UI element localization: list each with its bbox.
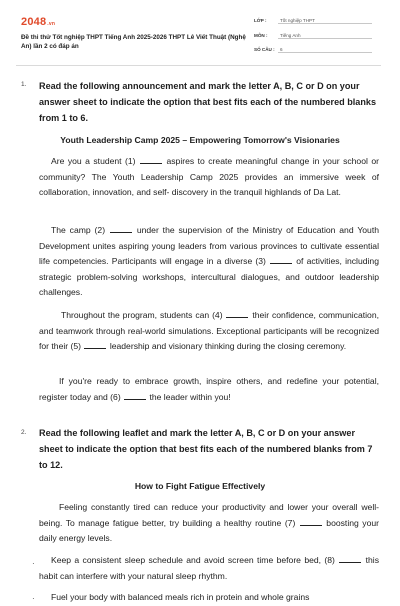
blank-8[interactable] [339,555,361,563]
blank-7[interactable] [300,518,322,526]
passage-title: Youth Leadership Camp 2025 – Empowering Tomorrow's Visionaries [60,135,340,145]
meta-subject-value: Tiếng Anh [278,33,372,39]
meta-subject-label: MÔN : [254,33,268,38]
blank-1[interactable] [140,156,162,164]
blank-2[interactable] [110,225,132,233]
passage-paragraph: Feeling constantly tired can reduce your productivity and lower your overall well-being. To manage fatigue better, try building a healthy routine (7) boosting your daily energy levels. [39,502,379,543]
question-prompt: Read the following announcement and mark the letter A, B, C or D on your answer sheet to indicate the option that best fits each of the numbered blanks from 1 to 6. [39,81,377,123]
leaflet-bullet-item: Keep a consistent sleep schedule and avoid screen time before bed, (8) this habit can interfere with your natural sleep rhythm. [39,555,379,581]
meta-class [254,18,372,24]
meta-class-label: LỚP : [254,18,267,23]
blank-3[interactable] [270,256,292,264]
passage-paragraph: Are you a student (1) aspires to create meaningful change in your school or community? The Youth Leadership Camp 2025 provides an immersive week of collaboration, innovation, and self- discovery in the tranquil highlands of Da Lat. [39,156,380,197]
meta-subject [254,33,372,39]
question-number: 2. [21,429,27,436]
meta-count-label: SỐ CÂU : [254,47,275,52]
bullet-marker: · [32,594,35,603]
blank-6[interactable] [124,392,146,400]
logo-suffix: .vn [47,21,56,27]
site-logo[interactable] [21,16,55,28]
logo-text: 2048 [21,16,47,28]
question-number: 1. [21,81,27,88]
passage-paragraph: If you're ready to embrace growth, inspire others, and redefine your potential, register today and (6) the leader within you! [39,376,379,402]
leaflet-bullet-item: Fuel your body with balanced meals rich in protein and whole grains [51,592,310,602]
page-header [0,0,400,70]
question-prompt: Read the following leaflet and mark the letter A, B, C or D on your answer sheet to indicate the option that best fits each of the numbered blanks from 7 to 12. [39,428,373,470]
passage-paragraph: The camp (2) under the supervision of the Ministry of Education and Youth Development unites aspiring young leaders from various provinces to cultivate essential life competencies. Participants will engage in a diverse (3) of activities, including strategic problem-solving workshops, intercultural dialogues, and outdoor leadership challenges. [39,225,380,297]
document-title: Đề thi thử Tốt nghiệp THPT Tiếng Anh 2025-2026 THPT Lê Viết Thuật (Nghệ An) lần 2 có đáp án [21,34,246,50]
bullet-marker: · [32,559,35,568]
meta-question-count [254,47,372,53]
meta-count-value: 6 [278,47,372,53]
meta-class-value: Tốt nghiệp THPT [278,18,372,24]
blank-5[interactable] [84,341,106,349]
blank-4[interactable] [226,310,248,318]
passage-paragraph: Throughout the program, students can (4) their confidence, communication, and teamwork through real-world simulations. Exceptional participants will be recognized for their (5) leadership and visionary thinking during the closing ceremony. [39,310,379,351]
passage-title: How to Fight Fatigue Effectively [134,481,266,491]
header-divider [16,65,381,66]
